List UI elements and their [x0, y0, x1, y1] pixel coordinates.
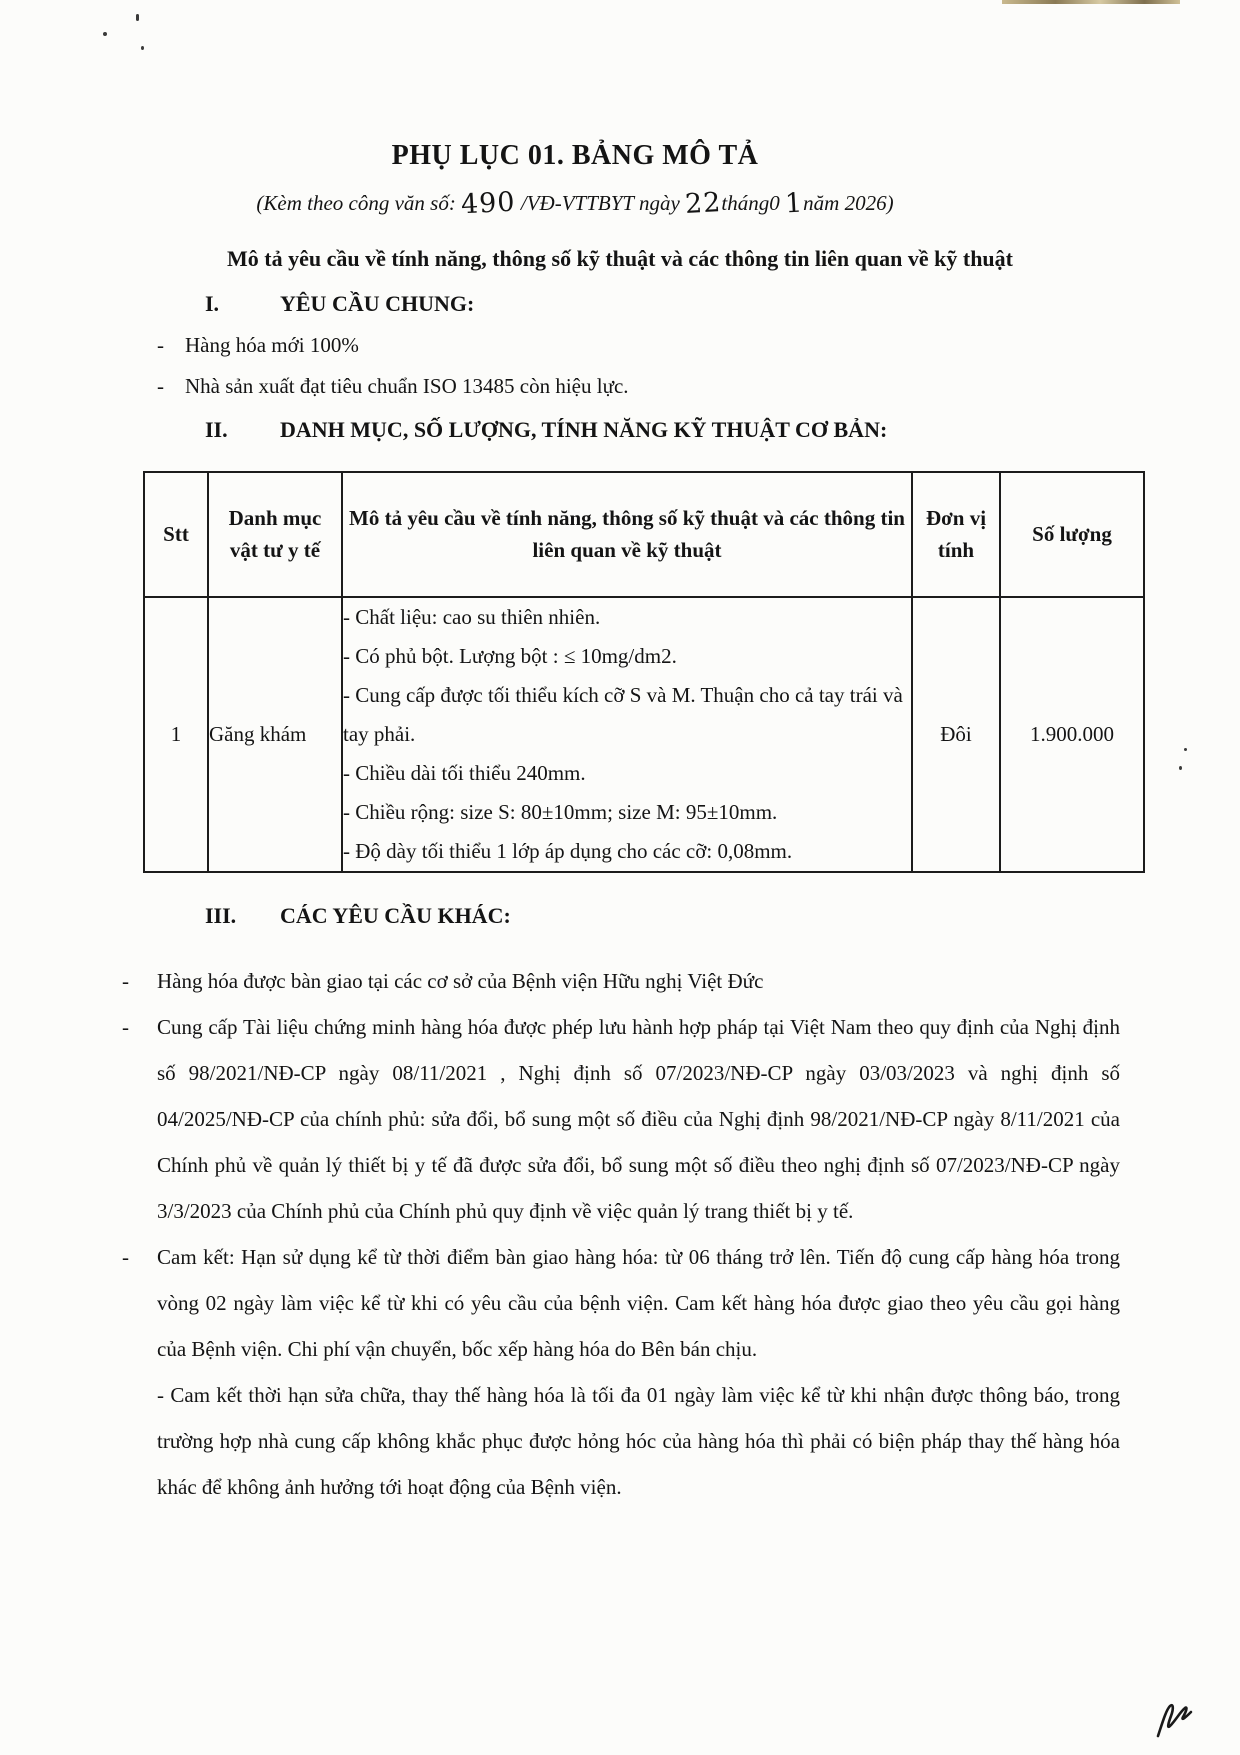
bullet-dash: - [122, 1015, 129, 1039]
spec-line: - Có phủ bột. Lượng bột : ≤ 10mg/dm2. [343, 644, 677, 668]
section-heading-general-requirements [205, 291, 474, 317]
scan-speck [136, 14, 139, 21]
handwritten-document-number: 490 [460, 186, 517, 221]
section-title: CÁC YÊU CẦU KHÁC: [280, 903, 511, 928]
other-requirements-list [120, 958, 1120, 1510]
spec-line: - Chất liệu: cao su thiên nhiên. [343, 605, 601, 629]
scan-speck [103, 32, 107, 36]
scan-artifact-top-line [1002, 0, 1180, 4]
bullet-dash: - [122, 1245, 129, 1269]
cell-quantity: 1.900.000 [1000, 597, 1144, 872]
other-requirement-item [120, 1372, 1120, 1510]
scan-speck [1184, 748, 1187, 751]
section-title: DANH MỤC, SỐ LƯỢNG, TÍNH NĂNG KỸ THUẬT CƠ BẢN: [280, 417, 888, 442]
column-header-specs: Mô tả yêu cầu về tính năng, thông số kỹ thuật và các thông tin liên quan về kỹ thuật [342, 472, 912, 597]
other-requirement-text: Hàng hóa được bàn giao tại các cơ sở của Bệnh viện Hữu nghị Việt Đức [157, 969, 764, 993]
cell-stt: 1 [144, 597, 208, 872]
section-title: YÊU CẦU CHUNG: [280, 291, 475, 316]
general-requirement-text: Hàng hóa mới 100% [185, 333, 359, 357]
subtitle-printed-text: năm 2026) [803, 191, 894, 215]
subtitle-printed-text: (Kèm theo công văn số: [256, 191, 462, 215]
scan-speck [1179, 766, 1182, 770]
spec-line: - Độ dày tối thiểu 1 lớp áp dụng cho các cỡ: 0,08mm. [343, 839, 793, 863]
column-header-item: Danh mục vật tư y tế [208, 472, 342, 597]
other-requirement-item [120, 1004, 1120, 1234]
handwritten-month: 1 [784, 187, 804, 220]
subtitle [0, 186, 1150, 221]
handwritten-initial-mark [1152, 1698, 1200, 1742]
cell-unit: Đôi [912, 597, 1000, 872]
other-requirement-text: - Cam kết thời hạn sửa chữa, thay thế hàng hóa là tối đa 01 ngày làm việc kể từ khi nhận được thông báo, trong trường hợp nhà cung cấp không khắc phục được hỏng hóc của hàng hóa thì phải có biện pháp thay thế hàng hóa khác để không ảnh hưởng tới hoạt động của Bệnh viện. [157, 1383, 1120, 1499]
other-requirement-text: Cung cấp Tài liệu chứng minh hàng hóa được phép lưu hành hợp pháp tại Việt Nam theo quy định của Nghị định số 98/2021/NĐ-CP ngày 08/11/2021 , Nghị định số 07/2023/NĐ-CP ngày 03/03/2023 và nghị định số 04/2025/NĐ-CP của chính phủ: sửa đổi, bổ sung một số điều của Nghị định 98/2021/NĐ-CP ngày 8/11/2021 của Chính phủ về quản lý thiết bị y tế đã được sửa đổi, bổ sung một số điều theo nghị định số 07/2023/NĐ-CP ngày 3/3/2023 của Chính phủ của Chính phủ quy định về việc quản lý trang thiết bị y tế. [157, 1015, 1120, 1223]
general-requirement-text: Nhà sản xuất đạt tiêu chuẩn ISO 13485 còn hiệu lực. [185, 374, 629, 398]
bullet-dash: - [157, 374, 164, 398]
spec-line: - Chiều rộng: size S: 80±10mm; size M: 95±10mm. [343, 800, 778, 824]
cell-item-name: Găng khám [208, 597, 342, 872]
column-header-stt: Stt [144, 472, 208, 597]
section-numeral: I. [205, 291, 220, 316]
section-numeral: II. [205, 417, 228, 442]
general-requirement-item [157, 374, 629, 399]
column-header-unit: Đơn vị tính [912, 472, 1000, 597]
items-table-header [144, 472, 1144, 597]
bullet-dash: - [122, 969, 129, 993]
spec-line: - Cung cấp được tối thiểu kích cỡ S và M. Thuận cho cả tay trái và tay phải. [343, 683, 903, 746]
other-requirement-text: Cam kết: Hạn sử dụng kể từ thời điểm bàn giao hàng hóa: từ 06 tháng trở lên. Tiến độ cung cấp hàng hóa trong vòng 02 ngày làm việc kể từ khi có yêu cầu của bệnh viện. Cam kết hàng hóa được giao theo yêu cầu gọi hàng của Bệnh viện. Chi phí vận chuyển, bốc xếp hàng hóa do Bên bán chịu. [157, 1245, 1120, 1361]
spec-line: - Chiều dài tối thiểu 240mm. [343, 761, 586, 785]
page-title: PHỤ LỤC 01. BẢNG MÔ TẢ [391, 140, 759, 171]
scan-speck [141, 46, 144, 50]
cell-specs [342, 597, 912, 872]
other-requirement-item [120, 958, 1120, 1004]
column-header-quantity: Số lượng [1000, 472, 1144, 597]
bullet-dash: - [157, 333, 164, 357]
subtitle-printed-text: /VĐ-VTTBYT ngày [515, 191, 686, 215]
section-heading-item-list [205, 417, 887, 443]
subtitle-printed-text: tháng0 [721, 191, 780, 215]
other-requirement-item [120, 1234, 1120, 1372]
section-heading-other-requirements [205, 903, 511, 929]
table-row [144, 597, 1144, 872]
section-numeral: III. [205, 903, 237, 928]
handwritten-day: 22 [684, 187, 723, 220]
items-table [143, 471, 1145, 873]
document-description: Mô tả yêu cầu về tính năng, thông số kỹ thuật và các thông tin liên quan về kỹ thuật [226, 246, 1013, 271]
general-requirement-item [157, 333, 359, 358]
